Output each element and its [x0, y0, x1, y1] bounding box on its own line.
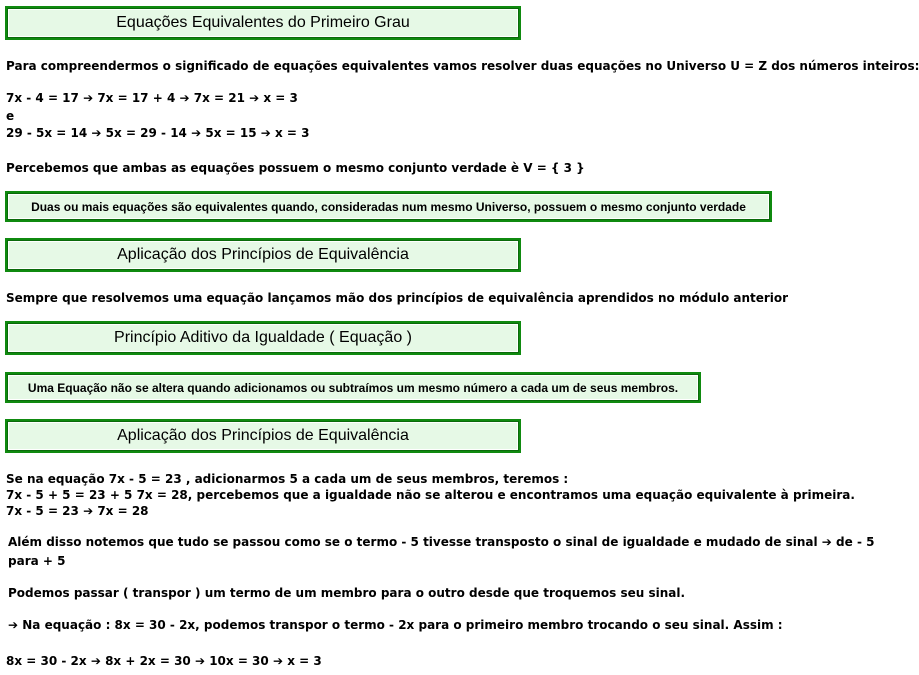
arrow-icon: ➔ — [90, 654, 101, 668]
example-line-3 — [6, 504, 149, 518]
eq3-step-1: 8x = 30 - 2x — [6, 654, 87, 668]
eq3-step-2: 8x + 2x = 30 — [105, 654, 191, 668]
principles-text: Sempre que resolvemos uma equação lançamos mão dos princípios de equivalência aprendidos no módulo anterior — [6, 291, 789, 305]
header-title: Aplicação dos Princípios de Equivalência — [8, 422, 518, 450]
header-equacoes-equivalentes — [5, 6, 521, 40]
header-title: Equações Equivalentes do Primeiro Grau — [8, 9, 518, 37]
eq3-step-4: x = 3 — [287, 654, 322, 668]
transpose-line-1 — [8, 535, 874, 549]
arrow-icon: ➔ — [821, 535, 832, 549]
definition-box — [5, 191, 772, 222]
eq1-step-3: 7x = 21 — [193, 91, 245, 105]
arrow-icon: ➔ — [260, 126, 271, 140]
header-aplicacao-principios-2 — [5, 419, 521, 453]
arrow-icon: ➔ — [8, 618, 19, 632]
equation-line-2 — [6, 126, 309, 140]
conclusion-text: Percebemos que ambas as equações possuem o mesmo conjunto verdade è V = { 3 } — [6, 161, 585, 175]
additive-rule-box — [5, 372, 701, 403]
arrow-icon: ➔ — [91, 126, 102, 140]
header-aplicacao-principios — [5, 238, 521, 272]
header-title: Princípio Aditivo da Igualdade ( Equação ) — [8, 324, 518, 352]
example-line-1: Se na equação 7x - 5 = 23 , adicionarmos 5 a cada um de seus membros, teremos : — [6, 472, 569, 486]
eq1-step-4: x = 3 — [263, 91, 298, 105]
eq2-step-1: 29 - 5x = 14 — [6, 126, 88, 140]
equation-line-1 — [6, 91, 298, 105]
example-eq-after: 7x = 28 — [97, 504, 149, 518]
eq1-step-2: 7x = 17 + 4 — [97, 91, 176, 105]
additive-rule-text: Uma Equação não se altera quando adicionamos ou subtraímos um mesmo número a cada um de seus membros. — [8, 375, 698, 400]
arrow-icon: ➔ — [179, 91, 190, 105]
arrow-icon: ➔ — [272, 654, 284, 668]
eq2-step-3: 5x = 15 — [205, 126, 257, 140]
arrow-icon: ➔ — [194, 654, 206, 668]
transpose-line-2: para + 5 — [8, 554, 66, 568]
header-principio-aditivo — [5, 321, 521, 355]
transpose-text-end: de - 5 — [836, 535, 875, 549]
arrow-icon: ➔ — [249, 91, 260, 105]
eq3-step-3: 10x = 30 — [209, 654, 269, 668]
example-eq-before: 7x - 5 = 23 — [6, 504, 79, 518]
definition-text: Duas ou mais equações são equivalentes quando, consideradas num mesmo Universo, possuem o mesmo conjunto verdade — [8, 194, 769, 219]
eq2-step-2: 5x = 29 - 14 — [105, 126, 187, 140]
equation-line-3 — [6, 654, 322, 668]
transpose-text: Além disso notemos que tudo se passou como se o termo - 5 tivesse transposto o sinal de igualdade e mudado de sinal — [8, 535, 818, 549]
example-line-2: 7x - 5 + 5 = 23 + 5 7x = 28, percebemos que a igualdade não se alterou e encontramos uma equação equivalente à primeira. — [6, 488, 855, 502]
intro-text: Para compreendermos o significado de equações equivalentes vamos resolver duas equações no Universo U = Z dos números inteiros: — [6, 59, 919, 73]
eq2-step-4: x = 3 — [274, 126, 310, 140]
arrow-icon: ➔ — [191, 126, 202, 140]
header-title: Aplicação dos Princípios de Equivalência — [8, 241, 518, 269]
eq1-step-1: 7x - 4 = 17 — [6, 91, 79, 105]
and-word: e — [6, 109, 15, 123]
example2-intro-text: Na equação : 8x = 30 - 2x, podemos transpor o termo - 2x para o primeiro membro trocando o seu sinal. Assim : — [22, 618, 783, 632]
arrow-icon: ➔ — [83, 91, 94, 105]
arrow-icon: ➔ — [83, 504, 94, 518]
transpose-rule: Podemos passar ( transpor ) um termo de um membro para o outro desde que troquemos seu sinal. — [8, 586, 686, 600]
example2-intro — [8, 618, 783, 632]
